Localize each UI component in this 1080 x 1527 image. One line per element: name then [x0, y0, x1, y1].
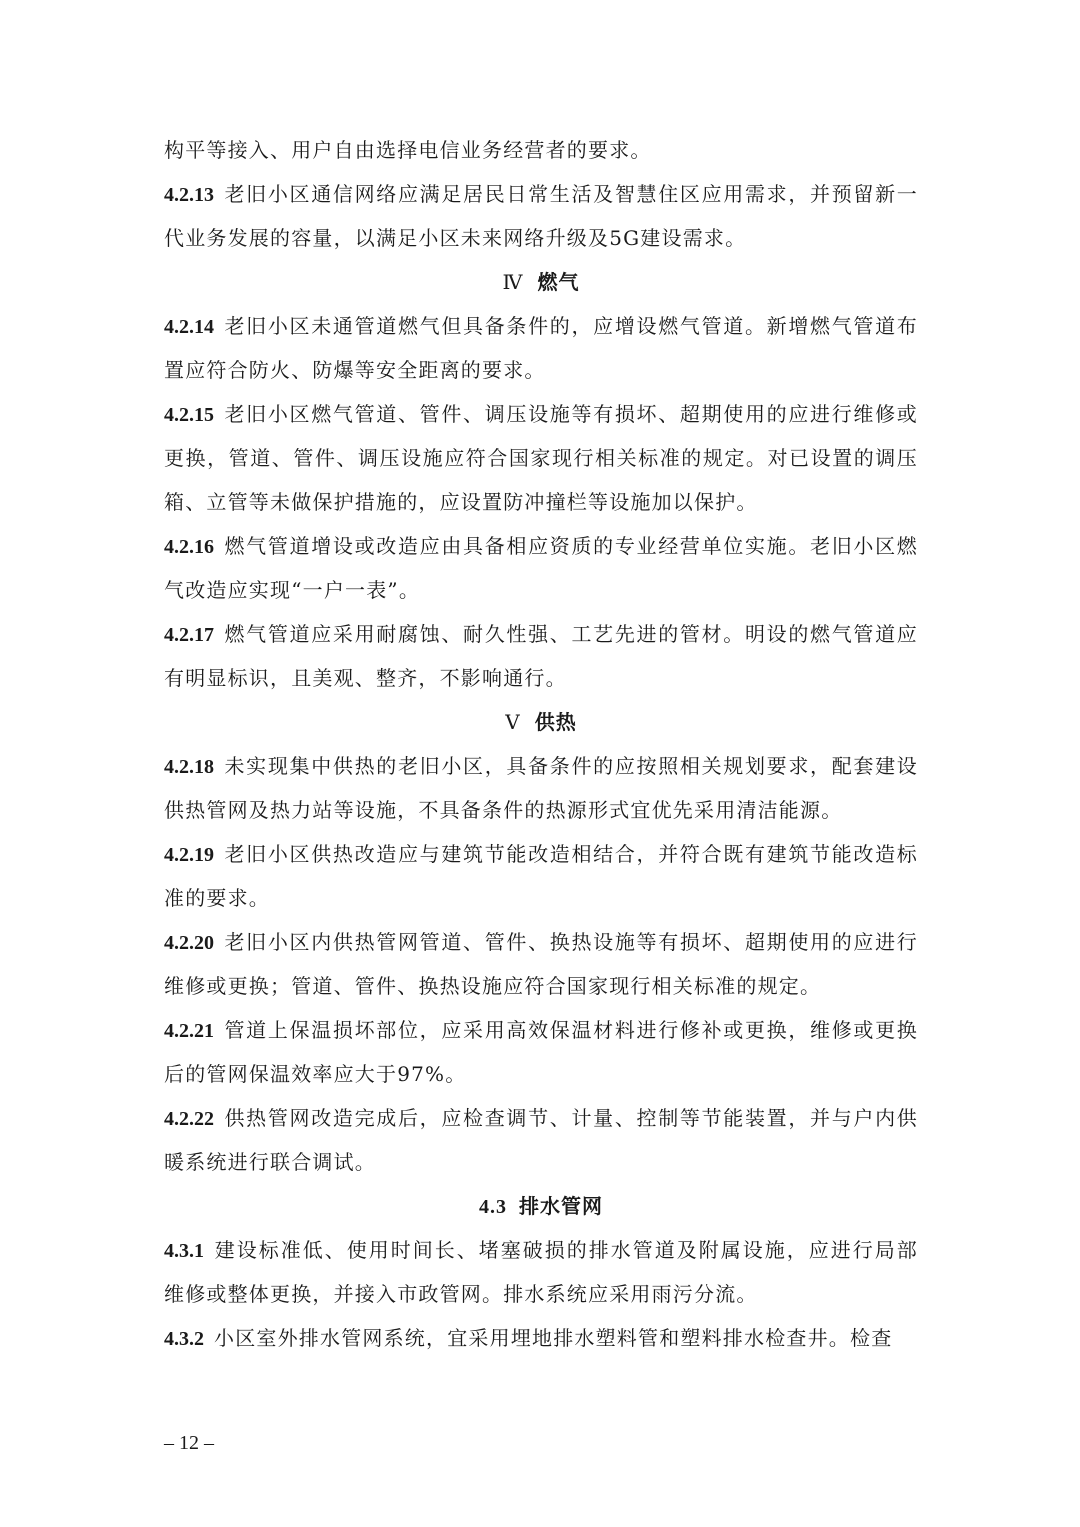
clause-number: 4.3.1	[164, 1240, 204, 1262]
section-heading	[164, 1184, 918, 1228]
line-text: 更换，管道、管件、调压设施应符合国家现行相关标准的规定。对已设置的调压	[164, 446, 918, 470]
clause-paragraph	[164, 920, 918, 1008]
line-text: 未实现集中供热的老旧小区，具备条件的应按照相关规划要求，配套建设	[224, 754, 918, 778]
text-line	[164, 1228, 918, 1272]
line-text: 老旧小区供热改造应与建筑节能改造相结合，并符合既有建筑节能改造标	[224, 842, 918, 866]
page-number: – 12 –	[164, 1432, 214, 1454]
continued-paragraph	[164, 128, 918, 172]
clause-paragraph	[164, 392, 918, 524]
text-line	[164, 304, 918, 348]
text-line	[164, 524, 918, 568]
section-heading	[164, 260, 918, 304]
clause-paragraph	[164, 1008, 918, 1096]
clause-number: 4.2.19	[164, 844, 214, 866]
line-text: 维修或更换；管道、管件、换热设施应符合国家现行相关标准的规定。	[164, 974, 822, 998]
line-text: 维修或整体更换，并接入市政管网。排水系统应采用雨污分流。	[164, 1282, 758, 1306]
clause-number: 4.3.2	[164, 1328, 204, 1350]
clause-paragraph	[164, 524, 918, 612]
clause-paragraph	[164, 1228, 918, 1316]
text-line	[164, 744, 918, 788]
clause-number: 4.2.20	[164, 932, 214, 954]
clause-paragraph	[164, 744, 918, 832]
text-line	[164, 1096, 918, 1140]
section-title: 供热	[534, 710, 577, 734]
clause-number: 4.2.14	[164, 316, 214, 338]
section-title: 排水管网	[519, 1194, 603, 1218]
line-text: 老旧小区内供热管网管道、管件、换热设施等有损坏、超期使用的应进行	[224, 930, 918, 954]
clause-paragraph	[164, 612, 918, 700]
section-title: 燃气	[537, 270, 580, 294]
line-text: 老旧小区未通管道燃气但具备条件的，应增设燃气管道。新增燃气管道布	[224, 314, 918, 338]
line-text: 箱、立管等未做保护措施的，应设置防冲撞栏等设施加以保护。	[164, 490, 758, 514]
line-text: 后的管网保温效率应大于97%。	[164, 1062, 467, 1086]
text-line	[164, 964, 918, 1008]
line-text: 建设标准低、使用时间长、堵塞破损的排水管道及附属设施，应进行局部	[214, 1238, 918, 1262]
text-line	[164, 172, 918, 216]
text-line	[164, 436, 918, 480]
line-text: 代业务发展的容量，以满足小区未来网络升级及5G建设需求。	[164, 226, 747, 250]
clause-paragraph	[164, 832, 918, 920]
line-text: 准的要求。	[164, 886, 270, 910]
clause-number: 4.2.15	[164, 404, 214, 426]
text-line	[164, 1140, 918, 1184]
clause-number: 4.2.17	[164, 624, 214, 646]
line-text: 供热管网及热力站等设施，不具备条件的热源形式宜优先采用清洁能源。	[164, 798, 843, 822]
line-text: 老旧小区燃气管道、管件、调压设施等有损坏、超期使用的应进行维修或	[224, 402, 918, 426]
line-text: 小区室外排水管网系统，宜采用埋地排水塑料管和塑料排水检查井。检查	[214, 1326, 893, 1350]
line-text: 有明显标识，且美观、整齐，不影响通行。	[164, 666, 567, 690]
clause-paragraph	[164, 1316, 918, 1360]
text-line	[164, 128, 918, 172]
section-heading	[164, 700, 918, 744]
section-number: 4.3	[479, 1196, 507, 1218]
line-text: 燃气管道增设或改造应由具备相应资质的专业经营单位实施。老旧小区燃	[224, 534, 918, 558]
text-line	[164, 876, 918, 920]
text-line	[164, 832, 918, 876]
section-roman-numeral: Ⅴ	[505, 712, 521, 734]
section-roman-numeral: Ⅳ	[502, 272, 524, 294]
text-line	[164, 348, 918, 392]
line-text: 暖系统进行联合调试。	[164, 1150, 376, 1174]
clause-paragraph	[164, 1096, 918, 1184]
line-text: 置应符合防火、防爆等安全距离的要求。	[164, 358, 546, 382]
text-line	[164, 568, 918, 612]
clause-number: 4.2.18	[164, 756, 214, 778]
clause-paragraph	[164, 172, 918, 260]
clause-paragraph	[164, 304, 918, 392]
line-text: 供热管网改造完成后，应检查调节、计量、控制等节能装置，并与户内供	[224, 1106, 918, 1130]
text-line	[164, 788, 918, 832]
clause-number: 4.2.22	[164, 1108, 214, 1130]
line-text: 构平等接入、用户自由选择电信业务经营者的要求。	[164, 138, 652, 162]
line-text: 气改造应实现“一户一表”。	[164, 578, 421, 602]
line-text: 管道上保温损坏部位，应采用高效保温材料进行修补或更换，维修或更换	[224, 1018, 918, 1042]
clause-number: 4.2.13	[164, 184, 214, 206]
text-line	[164, 1052, 918, 1096]
clause-number: 4.2.16	[164, 536, 214, 558]
document-body	[164, 128, 918, 1360]
text-line	[164, 392, 918, 436]
clause-number: 4.2.21	[164, 1020, 214, 1042]
text-line	[164, 216, 918, 260]
text-line	[164, 612, 918, 656]
text-line	[164, 920, 918, 964]
text-line	[164, 1272, 918, 1316]
text-line	[164, 1008, 918, 1052]
text-line	[164, 480, 918, 524]
text-line	[164, 1316, 918, 1360]
line-text: 老旧小区通信网络应满足居民日常生活及智慧住区应用需求，并预留新一	[224, 182, 918, 206]
line-text: 燃气管道应采用耐腐蚀、耐久性强、工艺先进的管材。明设的燃气管道应	[224, 622, 918, 646]
text-line	[164, 656, 918, 700]
